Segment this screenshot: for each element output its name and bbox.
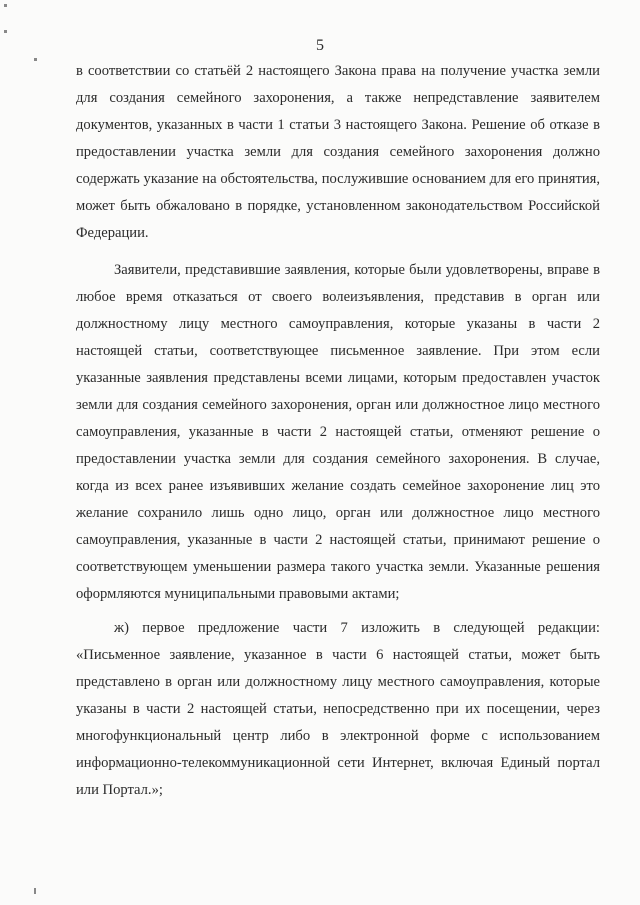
scan-mark [34,58,37,61]
scan-mark [4,4,7,7]
scan-mark [34,888,36,894]
paragraph-amendment-part-7: ж) первое предложение части 7 изложить в следующей редакции: «Письменное заявление, указанное в части 6 настоящей статьи, может быть представлено в орган или должностному лицу местного самоуправления, которые указаны в части 2 настоящей статьи, непосредственно при их посещении, через многофункциональный центр либо в электронной форме с использованием информационно-телекоммуникационной сети Интернет, включая Единый портал или Портал.»; [76,620,600,798]
document-body [76,58,600,804]
scan-mark [4,30,7,33]
page-number: 5 [316,37,324,54]
paragraph-applicants-withdrawal: Заявители, представившие заявления, которые были удовлетворены, вправе в любое время отказаться от своего волеизъявления, представив в орган или должностному лицу местного самоуправления, которые указаны в части 2 настоящей статьи, соответствующее письменное заявление. При этом если указанные заявления представлены всеми лицами, которым предоставлен участок земли для создания семейного захоронения, орган или должностное лицо местного самоуправления, указанные в части 2 настоящей статьи, отменяют решение о предоставлении участка земли для создания семейного захоронения. В случае, когда из всех ранее изъявивших желание создать семейное захоронение лиц это желание сохранило лишь одно лицо, орган или должностное лицо местного самоуправления, указанные в части 2 настоящей статьи, принимают решение о соответствующем уменьшении размера такого участка земли. Указанные решения оформляются муниципальными правовыми актами; [76,262,600,602]
paragraph-continuation: в соответствии со статьёй 2 настоящего Закона права на получение участка земли для создания семейного захоронения, а также непредставление заявителем документов, указанных в части 1 статьи 3 настоящего Закона. Решение об отказе в предоставлении участка земли для создания семейного захоронения должно содержать указание на обстоятельства, послужившие основанием для его принятия, может быть обжаловано в порядке, установленном законодательством Российской Федерации. [76,63,600,241]
